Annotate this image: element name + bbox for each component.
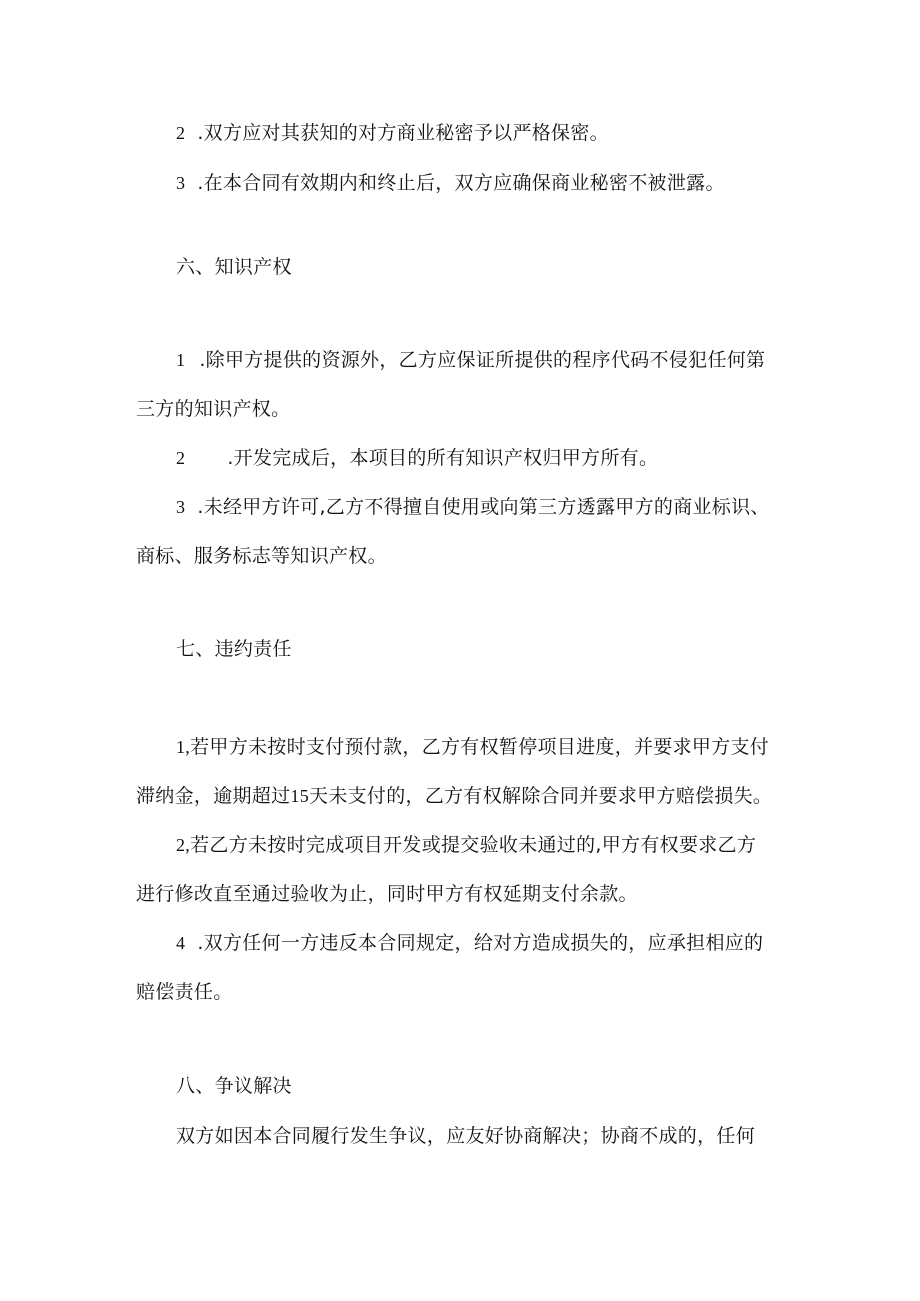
- section-heading-breach-liability: 七、违约责任: [176, 638, 292, 660]
- clause-text: 若乙方未按时完成项目开发或提交验收未通过的,甲方有权要求乙方: [190, 834, 757, 856]
- clause-number: 3: [176, 497, 186, 517]
- clause-text: 滞纳金，逾期超过: [136, 785, 291, 807]
- clause-7-2-line-2: 进行修改直至通过验收为止，同时甲方有权延期支付余款。: [136, 883, 638, 905]
- clause-7-1-line-2: [136, 784, 772, 808]
- section-heading-dispute-resolution: 八、争议解决: [176, 1075, 292, 1097]
- clause-number: 2: [176, 448, 186, 468]
- clause-text: 天未支付的，乙方有权解除合同并要求甲方赔偿损失。: [309, 785, 773, 807]
- clause-text: .未经甲方许可,乙方不得擅自使用或向第三方透露甲方的商业标识、: [197, 496, 770, 518]
- clause-text: .除甲方提供的资源外，乙方应保证所提供的程序代码不侵犯任何第: [199, 349, 766, 371]
- clause-text: .双方任何一方违反本合同规定，给对方造成损失的，应承担相应的: [197, 932, 764, 954]
- clause-number: 3: [176, 173, 186, 193]
- clause-number: 2,: [176, 835, 191, 855]
- dispute-paragraph: 双方如因本合同履行发生争议，应友好协商解决；协商不成的，任何: [176, 1125, 756, 1147]
- clause-5-3: [176, 171, 725, 195]
- clause-number: 2: [176, 123, 186, 143]
- clause-text: .在本合同有效期内和终止后，双方应确保商业秘密不被泄露。: [197, 172, 725, 194]
- clause-text: 若甲方未按时支付预付款，乙方有权暂停项目进度，并要求甲方支付: [190, 736, 770, 758]
- clause-6-1-line-2: 三方的知识产权。: [136, 398, 291, 420]
- clause-text: .双方应对其获知的对方商业秘密予以严格保密。: [197, 122, 609, 144]
- overdue-days: 15: [290, 786, 310, 806]
- clause-5-2: [176, 121, 609, 145]
- clause-7-2-line-1: [176, 833, 756, 857]
- clause-number: 1,: [176, 737, 191, 757]
- clause-6-2: [176, 446, 658, 470]
- clause-7-1-line-1: [176, 735, 769, 759]
- clause-7-4-line-2: 赔偿责任。: [136, 981, 233, 1003]
- clause-6-1-line-1: [176, 348, 765, 372]
- clause-7-4-line-1: [176, 931, 763, 955]
- section-heading-intellectual-property: 六、知识产权: [176, 256, 292, 278]
- clause-6-3-line-2: 商标、服务标志等知识产权。: [136, 545, 387, 567]
- clause-number: 1: [176, 350, 186, 370]
- clause-number: 4: [176, 933, 186, 953]
- clause-text: .开发完成后，本项目的所有知识产权归甲方所有。: [227, 447, 659, 469]
- clause-6-3-line-1: [176, 495, 770, 519]
